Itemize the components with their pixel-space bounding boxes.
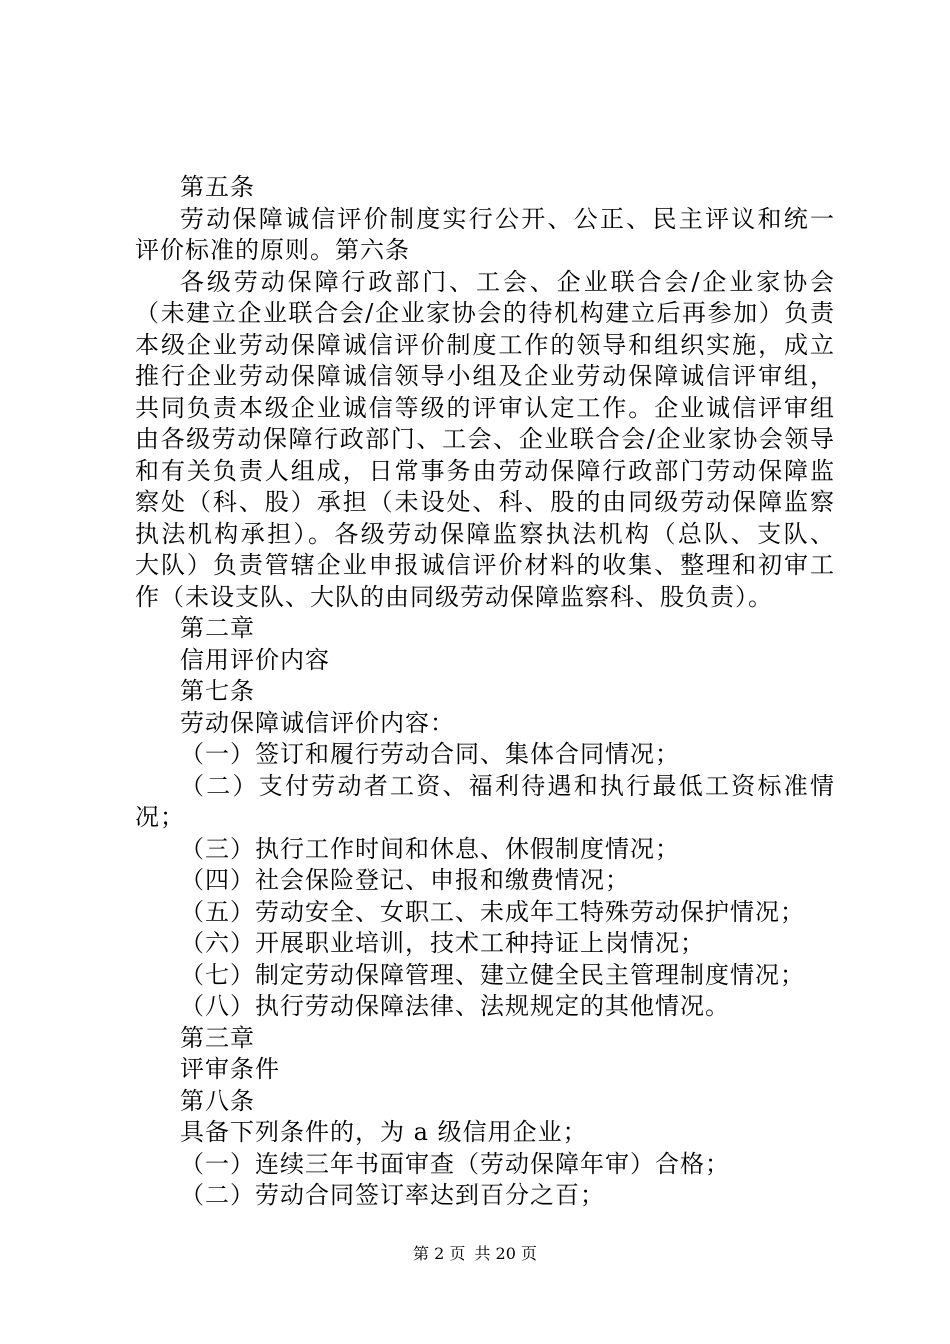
- text-line: （七）制定劳动保障管理、建立健全民主管理制度情况；: [180, 960, 805, 989]
- text-line: 共同负责本级企业诚信等级的评审认定工作。企业诚信评审组: [135, 393, 835, 422]
- text-line: 大队）负责管辖企业申报诚信评价材料的收集、整理和初审工: [135, 551, 835, 579]
- text-line: （八）执行劳动保障法律、法规规定的其他情况。: [180, 992, 730, 1020]
- text-line: 具备下列条件的，为 a 级信用企业；: [180, 1118, 588, 1146]
- text-line: 和有关负责人组成，日常事务由劳动保障行政部门劳动保障监: [135, 456, 835, 485]
- page-number: 第 2 页: [413, 1244, 466, 1263]
- text-line: 评审条件: [180, 1055, 280, 1083]
- text-line: （一）连续三年书面审查（劳动保障年审）合格；: [180, 1149, 730, 1178]
- text-line: （四）社会保险登记、申报和缴费情况；: [180, 866, 630, 894]
- text-line: 第三章: [180, 1023, 255, 1052]
- text-line: 第七条: [180, 677, 255, 705]
- text-line: 劳动保障诚信评价内容：: [180, 708, 455, 737]
- text-line: 由各级劳动保障行政部门、工会、企业联合会/企业家协会领导: [135, 425, 835, 453]
- text-line: （五）劳动安全、女职工、未成年工特殊劳动保护情况；: [180, 897, 805, 926]
- text-line: 第八条: [180, 1086, 255, 1115]
- text-line: 第五条: [180, 173, 255, 201]
- text-line: （二）劳动合同签订率达到百分之百；: [180, 1181, 605, 1209]
- page-total: 共 20 页: [474, 1244, 537, 1263]
- text-line: 评价标准的原则。第六条: [135, 236, 410, 264]
- text-line: 执法机构承担）。各级劳动保障监察执法机构（总队、支队、: [135, 519, 835, 548]
- text-line: （六）开展职业培训，技术工种持证上岗情况；: [180, 929, 705, 957]
- page-footer: [0, 1244, 950, 1264]
- text-line: 作（未设支队、大队的由同级劳动保障监察科、股负责）。: [135, 582, 773, 611]
- text-line: 推行企业劳动保障诚信领导小组及企业劳动保障诚信评审组，: [135, 362, 835, 390]
- text-line: 各级劳动保障行政部门、工会、企业联合会/企业家协会: [180, 267, 835, 296]
- document-body: [135, 172, 835, 1212]
- text-line: 察处（科、股）承担（未设处、科、股的由同级劳动保障监察: [135, 488, 835, 516]
- text-line: 劳动保障诚信评价制度实行公开、公正、民主评议和统一: [180, 204, 835, 233]
- text-line: 况；: [135, 803, 185, 831]
- text-line: （未建立企业联合会/企业家协会的待机构建立后再参加）负责: [135, 299, 835, 327]
- text-line: 信用评价内容: [180, 645, 330, 674]
- text-line: （三）执行工作时间和休息、休假制度情况；: [180, 834, 680, 863]
- text-line: （一）签订和履行劳动合同、集体合同情况；: [180, 740, 680, 768]
- text-line: 本级企业劳动保障诚信评价制度工作的领导和组织实施，成立: [135, 330, 835, 359]
- text-line: 第二章: [180, 614, 255, 642]
- text-line: （二）支付劳动者工资、福利待遇和执行最低工资标准情: [180, 771, 835, 800]
